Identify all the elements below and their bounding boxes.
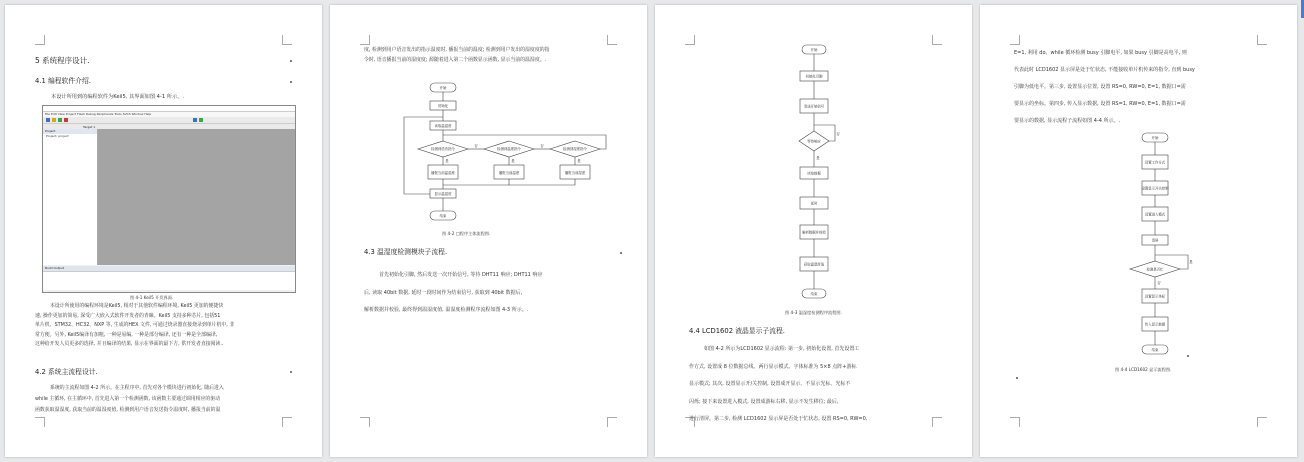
- margin-mark: [685, 35, 695, 45]
- vertical-scrollbar[interactable]: [1300, 0, 1304, 462]
- margin-mark: [35, 35, 45, 45]
- keil-toolbar-2: Target 1: [43, 124, 295, 131]
- paragraph-lcd-module[interactable]: 如图 4-2 所示为LCD1602 显示流程: 第一步, 初始化设置, 首先设置工 作方式, 设置成 8 位数据总线、两行显示模式、字体标准为 5×8 点阵+游标 显示模式; 其次, 设置显示开/关控制, 设置成开显示、不显示光标、光标不 闪烁; 接下来设置进入模式, 设置成游标右移, 显示不发生移位; 最后, 进行清屏。第二步, 检测 LCD1602 显示屏是否处于忙状态, 设置 RS=0, RW=0,: [689, 346, 868, 422]
- heading-lcd-module[interactable]: 4.4 LCD1602 液晶显示子流程.: [689, 327, 785, 335]
- keil-project-panel-title: Project: [43, 129, 97, 134]
- fc-label-read: 读取数据: [807, 171, 821, 176]
- fc-label-parse: 解析数据并校验: [802, 230, 826, 235]
- fc-label-init: 初始化引脚: [805, 74, 823, 79]
- margin-mark: [1010, 35, 1020, 45]
- heading-software-intro[interactable]: 4.1 编程软件介绍.: [35, 77, 91, 85]
- fc-label-mode: 设置工作方式: [1144, 160, 1166, 165]
- fc-label-send: 发送开始信号: [803, 104, 825, 109]
- margin-mark: [282, 417, 292, 427]
- figure-caption-4-4: 图 4-4 LCD1602 显示流程图.: [1115, 367, 1172, 372]
- document-page-1: [5, 5, 322, 457]
- paragraph-mark: [620, 252, 622, 254]
- paragraph-mark: [290, 81, 292, 83]
- keil-menubar: File Edit View Project Flash Debug Peripherals Tools SVCS Window Help: [43, 112, 295, 117]
- fc-label-start: 开始: [439, 86, 447, 90]
- margin-mark: [1010, 417, 1020, 427]
- fc-label-data: 传入显示数据: [1144, 322, 1166, 327]
- paragraph-mark: [290, 371, 292, 373]
- flowchart-main-program: [390, 77, 610, 227]
- fc-label-end: 结束: [810, 292, 818, 296]
- keil-build-output-title: Build Output: [43, 266, 296, 271]
- fc-label-entry: 设置进入模式: [1144, 212, 1166, 217]
- fc-label-no-2: 否: [540, 144, 544, 148]
- margin-mark: [607, 35, 617, 45]
- fc-label-busy: 检测是否忙: [1146, 267, 1164, 272]
- toolbar-icon: [46, 118, 50, 122]
- margin-mark: [35, 417, 45, 427]
- keil-toolbar: [43, 117, 295, 124]
- flowchart-lcd1602: [1118, 131, 1198, 363]
- margin-mark: [607, 417, 617, 427]
- toolbar-icon: [64, 118, 68, 122]
- paragraph-intro[interactable]: 本设计所用到的编程软件为Keil5, 其界面如图 4-1 所示。.: [51, 94, 184, 100]
- fc-label-read: 读取温湿度: [434, 124, 452, 128]
- fc-label-get: 获取温湿度值: [803, 262, 825, 267]
- fc-label-show: 显示温湿度: [434, 192, 452, 196]
- fc-label-b2: 播报当前温度: [498, 171, 520, 175]
- fc-label-no: 否: [1157, 281, 1161, 285]
- fc-label-pos: 设置显示坐标: [1144, 294, 1166, 299]
- fc-label-yes-2: 是: [511, 159, 515, 163]
- paragraph-continued[interactable]: 度, 检测到用户语音发出的指示温度时, 播报当前的温度; 检测到用户发出的湿度度的指 令时, 语音播报当前的湿度度; 源随着进入第二个函数显示函数, 显示当前的温湿度。.: [364, 47, 550, 63]
- fc-label-d3: 检测到湿度指令: [563, 147, 587, 151]
- document-page-3: [655, 5, 972, 457]
- fc-label-d2: 检测到温度指令: [497, 147, 521, 151]
- fc-label-onoff: 设置显示开关控制: [1141, 186, 1169, 191]
- toolbar-icon: [52, 118, 56, 122]
- heading-detect-module[interactable]: 4.3 温湿度检测模块子流程.: [364, 248, 448, 256]
- fc-label-wait: 等待响应: [807, 139, 821, 144]
- document-page-2: [330, 5, 647, 457]
- document-page-4: [980, 5, 1297, 457]
- paragraph-mark: [1016, 377, 1018, 379]
- paragraph-main-flow[interactable]: 系统的主流程如图 4-2 所示。在主程序中, 首先对各个模块进行初始化, 随后进入 while 主循环, 在主循环中, 首先进入第一个检测函数, 该函数主要通过调用相应的驱动 函数获取温湿度, 获取当前的温湿度值, 检测到用户语音发送指令温度时, 播报当前的温: [35, 385, 224, 413]
- fc-label-start: 开始: [1151, 136, 1159, 140]
- fc-label-delay: 延时: [810, 201, 818, 206]
- margin-mark: [932, 35, 942, 45]
- margin-mark: [1257, 35, 1267, 45]
- keil-build-output-area: [43, 271, 295, 290]
- fc-label-yes-3: 是: [577, 159, 581, 163]
- fc-label-yes: 是: [816, 156, 820, 160]
- toolbar-icon: [193, 118, 197, 122]
- fc-label-start: 开始: [810, 48, 818, 52]
- paragraph-lcd-continued[interactable]: E=1, 利用 do、while 循环检测 busy 引脚电平, 如果 busy 引脚是高电平, 则 代表此时 LCD1602 显示屏是处于忙状态, 不能接收单片机传来的指令, 直到 busy 引脚为低电平。第三步, 设置显示位置, 设置 RS=0, RW=0, E=1, 数据口=需 要显示的坐标。第四步, 传入显示数据, 设置 RS=1, RW=0, E=1, 数据口=需 要显示的数据, 显示流程子流程如图 4-4 所示。.: [1014, 50, 1195, 124]
- flowchart-dht11: [785, 43, 845, 305]
- toolbar-icon: [58, 118, 62, 122]
- fc-label-no: 否: [836, 132, 840, 136]
- fc-label-end: 结束: [439, 214, 447, 218]
- figure-caption-4-2: 图 4-2 □程序主体流程图.: [442, 231, 491, 236]
- margin-mark: [360, 35, 370, 45]
- fc-label-d1: 检测到语音指令: [431, 147, 455, 151]
- fc-label-yes: 是: [1189, 260, 1193, 264]
- margin-mark: [360, 417, 370, 427]
- fc-label-clear: 清屏: [1151, 238, 1159, 243]
- paragraph-mark: [1187, 355, 1189, 357]
- toolbar-icon: [199, 118, 203, 122]
- margin-mark: [282, 35, 292, 45]
- margin-mark: [1257, 417, 1267, 427]
- paragraph-keil-description[interactable]: 本设计所使用的编程环境是Keil5, 相对于其他软件编程环境, Keil5 更加的便捷快 速, 操作更加的简易, 深受广大嵌入式软件开发者的青睐。Keil5 支持多种芯片, 包括51 单片机、STM32、HC32、NXP 等, 生成的HEX 文件, 可通过烧录器直接烧录到单片机中, 非 常方便。另外, Keil5编译有加粗, 一种是易编, 一种是部分编译, 还有一种是全部编译, 这种给开发人员更多的选择, 并且编译的结果, 显示在界面的最下方, 供开发者直接阅读..: [35, 303, 235, 348]
- keil-editor-area: [98, 129, 295, 265]
- fc-label-yes-1: 是: [445, 159, 449, 163]
- fc-label-b1: 播报当前温湿度: [431, 171, 455, 175]
- keil-screenshot: [42, 105, 296, 293]
- fc-label-b3: 播报当前湿度: [564, 171, 586, 175]
- figure-caption-4-1: 图 4-1 Keil5 开发界面.: [130, 295, 174, 300]
- fc-label-no-1: 否: [474, 144, 478, 148]
- fc-label-init: 初始化: [437, 104, 449, 108]
- keil-project-panel: [43, 129, 98, 265]
- figure-caption-4-3: 图 4-3 温湿度检测程序流程图.: [785, 310, 842, 315]
- paragraph-detect-module[interactable]: 首先初始化引脚, 然后发送一次开始信号, 等待 DHT11 响应; DHT11 响应 后, 读取 40bit 数据, 延时一段时间作为结束信号, 获取到 40bit 数据后, 解析数据并校验, 最终得到温湿度值, 温湿度检测程序流程如图 4-3 所示。.: [364, 272, 543, 313]
- fc-label-end: 结束: [1151, 348, 1159, 352]
- keil-project-tree-item: Project: project: [46, 134, 69, 138]
- paragraph-mark: [290, 60, 292, 62]
- heading-system-design[interactable]: 5 系统程序设计.: [35, 56, 90, 65]
- margin-mark: [932, 417, 942, 427]
- heading-main-flow[interactable]: 4.2 系统主流程设计.: [35, 368, 98, 376]
